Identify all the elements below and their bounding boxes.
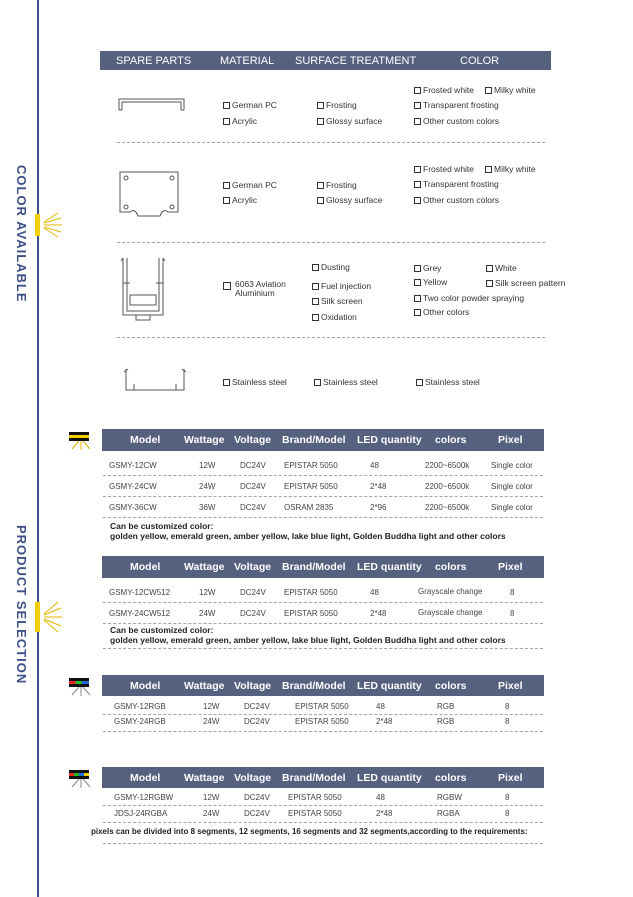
material-option[interactable]: German PC xyxy=(223,100,277,110)
color-option[interactable]: Stainless steel xyxy=(416,377,480,387)
product-table-header: Model Wattage Voltage Brand/Model LED quantity colors Pixel xyxy=(102,556,544,578)
row-divider xyxy=(103,648,543,649)
row-divider xyxy=(103,843,543,844)
material-option[interactable]: Stainless steel xyxy=(223,377,287,387)
row-divider xyxy=(103,496,543,497)
surface-option[interactable]: Frosting xyxy=(317,180,357,190)
color-option[interactable]: Frosted white xyxy=(414,85,474,95)
surface-option[interactable]: Dusting xyxy=(312,262,350,272)
material-label: 6063 Aviation Aluminium xyxy=(235,279,286,298)
spare-parts-header xyxy=(100,51,551,70)
row-divider xyxy=(103,623,543,624)
color-option[interactable]: Milky white xyxy=(485,164,536,174)
customize-note-title: Can be customized color: xyxy=(110,521,214,531)
color-option[interactable]: White xyxy=(486,263,517,273)
col-colors: colors xyxy=(435,434,467,446)
surface-option[interactable]: Fuel injection xyxy=(312,281,371,291)
product-table-header: Model Wattage Voltage Brand/Model LED quantity colors Pixel xyxy=(102,675,544,696)
row-divider xyxy=(103,822,543,823)
material-option[interactable]: Acrylic xyxy=(223,116,257,126)
col-voltage: Voltage xyxy=(234,434,272,446)
side-title-color-available: COLOR AVAILABLE xyxy=(14,165,29,303)
customize-note-text: golden yellow, emerald green, amber yellow, lake blue light, Golden Buddha light and other colors xyxy=(110,531,506,541)
aluminium-profile-icon xyxy=(118,255,168,323)
light-marker-icon xyxy=(32,598,72,636)
col-wattage: Wattage xyxy=(184,434,225,446)
surface-option[interactable]: Stainless steel xyxy=(314,377,378,387)
side-title-product-selection: PRODUCT SELECTION xyxy=(14,525,29,685)
color-option[interactable]: Two color powder spraying xyxy=(414,293,524,303)
end-cap-profile-icon xyxy=(116,168,182,220)
surface-option[interactable]: Silk screen xyxy=(312,296,363,306)
stainless-clip-profile-icon xyxy=(120,366,190,394)
row-divider xyxy=(103,475,543,476)
light-marker-icon xyxy=(32,210,72,240)
row-divider xyxy=(103,714,543,715)
material-option[interactable]: German PC xyxy=(223,180,277,190)
row-divider xyxy=(117,142,545,143)
color-option[interactable]: Frosted white xyxy=(414,164,474,174)
header-color: COLOR xyxy=(460,54,500,67)
customize-note-title: Can be customized color: xyxy=(110,625,214,635)
surface-option[interactable]: Glossy surface xyxy=(317,116,382,126)
col-led-quantity: LED quantity xyxy=(357,434,422,446)
row-divider xyxy=(117,337,545,338)
col-pixel: Pixel xyxy=(498,434,523,446)
color-option[interactable]: Other custom colors xyxy=(414,116,499,126)
col-model: Model xyxy=(130,434,161,446)
color-option[interactable]: Grey xyxy=(414,263,441,273)
header-material: MATERIAL xyxy=(220,54,275,67)
color-option[interactable]: Silk screen pattern xyxy=(486,278,565,288)
row-divider xyxy=(103,731,543,732)
product-table-header xyxy=(102,429,544,451)
rgbw-flag-icon xyxy=(69,770,95,789)
row-divider xyxy=(103,602,543,603)
left-divider-line xyxy=(37,0,39,897)
color-option[interactable]: Other custom colors xyxy=(414,195,499,205)
header-surface-treatment: SURFACE TREATMENT xyxy=(295,54,417,67)
col-brand: Brand/Model xyxy=(282,434,346,446)
color-option[interactable]: Other colors xyxy=(414,307,469,317)
row-divider xyxy=(103,517,543,518)
product-table-header: Model Wattage Voltage Brand/Model LED quantity colors Pixel xyxy=(102,767,544,788)
color-option[interactable]: Milky white xyxy=(485,85,536,95)
surface-option[interactable]: Frosting xyxy=(317,100,357,110)
material-option[interactable] xyxy=(223,282,233,290)
color-option[interactable]: Transparent frosting xyxy=(414,100,499,110)
rgb-flag-icon xyxy=(69,678,95,697)
customize-note-text: golden yellow, emerald green, amber yellow, lake blue light, Golden Buddha light and other colors xyxy=(110,635,506,645)
diffuser-flat-profile-icon xyxy=(116,95,188,115)
color-option[interactable]: Yellow xyxy=(414,277,447,287)
pixel-segment-note: pixels can be divided into 8 segments, 12 segments, 16 segments and 32 segments,according to the requirements: xyxy=(91,827,528,836)
material-option[interactable]: Acrylic xyxy=(223,195,257,205)
surface-option[interactable]: Oxidation xyxy=(312,312,357,322)
surface-option[interactable]: Glossy surface xyxy=(317,195,382,205)
color-option[interactable]: Transparent frosting xyxy=(414,179,499,189)
header-spare-parts: SPARE PARTS xyxy=(116,54,192,67)
single-color-flag-icon xyxy=(69,432,95,451)
row-divider xyxy=(103,805,543,806)
row-divider xyxy=(117,242,545,243)
